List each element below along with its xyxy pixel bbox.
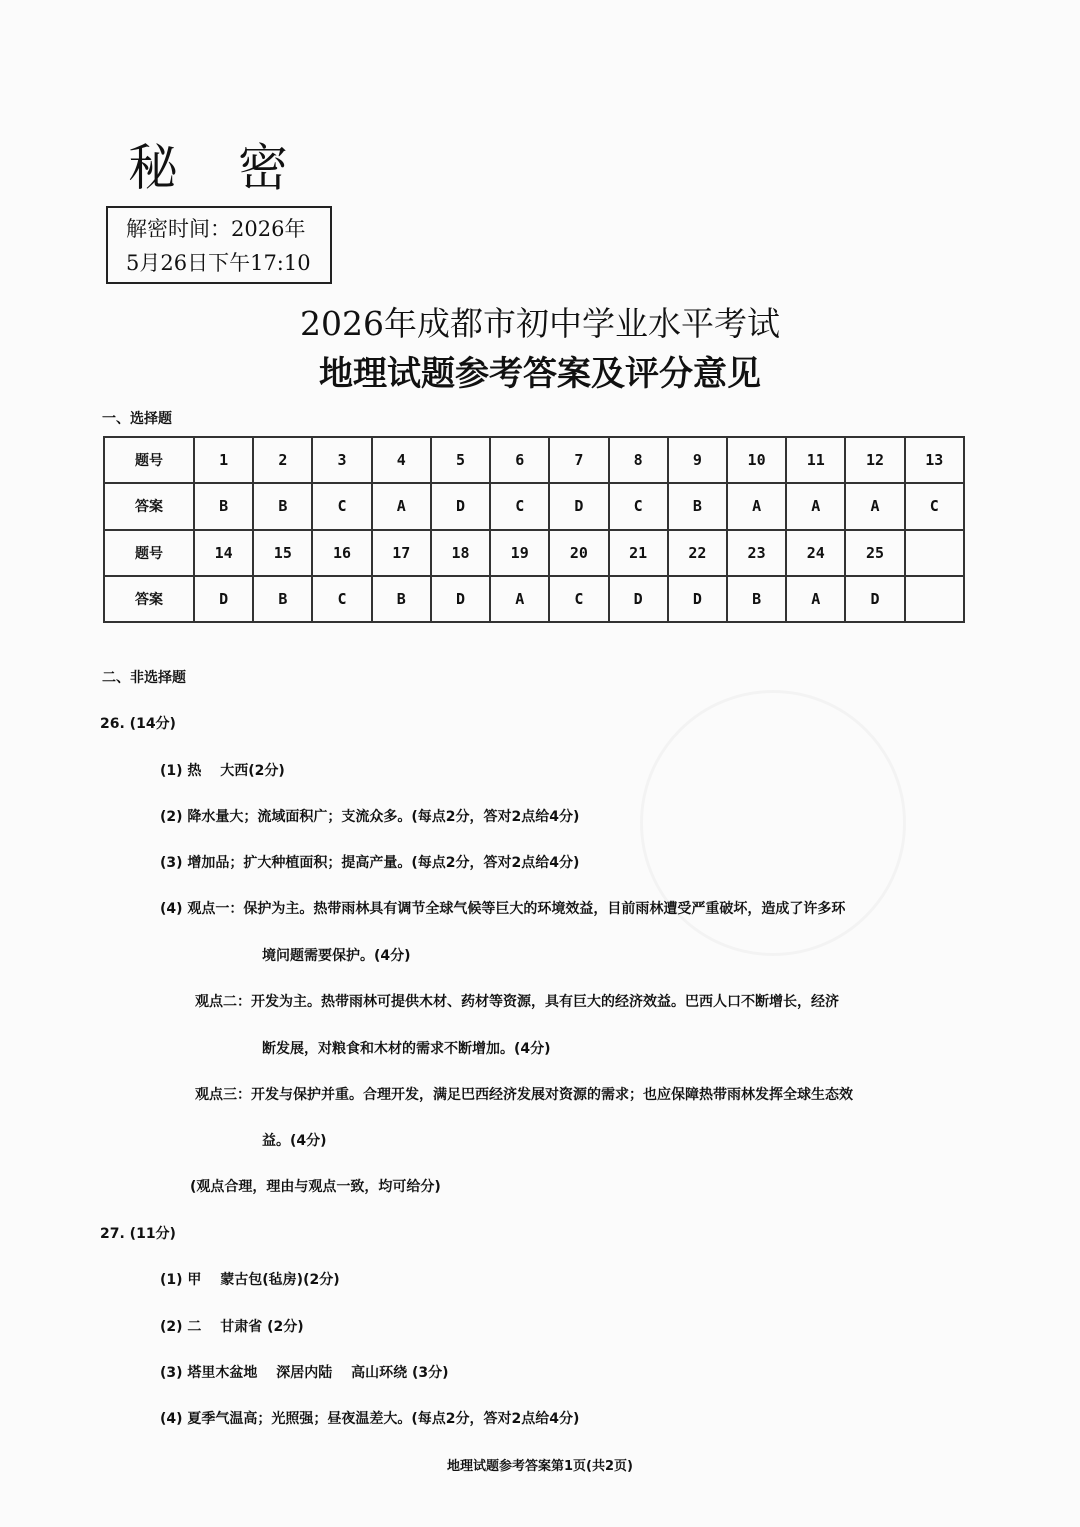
table-cell: C [549, 576, 608, 622]
table-cell: 18 [431, 530, 490, 576]
table-cell: A [845, 483, 904, 529]
table-row [104, 576, 964, 622]
table-cell: 1 [194, 437, 253, 483]
page-title: 2026年成都市初中学业水平考试 [300, 304, 780, 343]
table-cell: 24 [786, 530, 845, 576]
table-cell: A [786, 576, 845, 622]
declassify-line1: 解密时间：2026年 [126, 217, 306, 241]
row-label: 答案 [104, 576, 194, 622]
q26-answer-4-view2-cont: 断发展，对粮食和木材的需求不断增加。(4分) [262, 1041, 551, 1057]
table-cell: C [312, 483, 371, 529]
table-cell: A [727, 483, 786, 529]
table-cell: B [194, 483, 253, 529]
q26-answer-4-view1: (4) 观点一：保护为主。热带雨林具有调节全球气候等巨大的环境效益，目前雨林遭受严重破坏，造成了许多环 [160, 901, 846, 917]
table-cell: 8 [609, 437, 668, 483]
page-footer: 地理试题参考答案第1页(共2页) [447, 1459, 633, 1474]
q27-answer-3: (3) 塔里木盆地 深居内陆 高山环绕 (3分) [160, 1365, 449, 1381]
table-cell: A [372, 483, 431, 529]
q27-answer-2: (2) 二 甘肃省 (2分) [160, 1319, 304, 1335]
q27-title: 27. (11分) [100, 1226, 176, 1242]
table-cell: B [668, 483, 727, 529]
table-cell: 22 [668, 530, 727, 576]
table-cell: D [845, 576, 904, 622]
table-cell: A [490, 576, 549, 622]
q26-answer-4-view3: 观点三：开发与保护并重。合理开发，满足巴西经济发展对资源的需求；也应保障热带雨林发挥全球生态效 [195, 1087, 853, 1103]
table-cell: C [905, 483, 964, 529]
table-cell: C [312, 576, 371, 622]
table-cell: D [549, 483, 608, 529]
table-cell: A [786, 483, 845, 529]
table-cell: 5 [431, 437, 490, 483]
table-cell: 16 [312, 530, 371, 576]
declassify-line2: 5月26日下午17:10 [126, 251, 311, 275]
table-cell [905, 576, 964, 622]
table-row [104, 483, 964, 529]
table-cell: 10 [727, 437, 786, 483]
secret-label: 秘密 [128, 139, 348, 197]
table-cell: 12 [845, 437, 904, 483]
table-cell: 9 [668, 437, 727, 483]
q26-answer-4-view2: 观点二：开发为主。热带雨林可提供木材、药材等资源，具有巨大的经济效益。巴西人口不断增长，经济 [195, 994, 839, 1010]
table-cell: 14 [194, 530, 253, 576]
table-cell: 4 [372, 437, 431, 483]
table-cell: 21 [609, 530, 668, 576]
page-subtitle: 地理试题参考答案及评分意见 [319, 354, 761, 394]
table-cell: 2 [253, 437, 312, 483]
table-cell: D [194, 576, 253, 622]
row-label: 题号 [104, 530, 194, 576]
table-cell: 11 [786, 437, 845, 483]
section1-heading: 一、选择题 [102, 411, 172, 427]
q27-answer-4: (4) 夏季气温高；光照强；昼夜温差大。(每点2分，答对2点给4分) [160, 1411, 580, 1427]
section2-heading: 二、非选择题 [102, 670, 186, 686]
row-label: 题号 [104, 437, 194, 483]
q26-answer-4-view1-cont: 境问题需要保护。(4分) [262, 948, 411, 964]
table-row [104, 530, 964, 576]
table-cell [905, 530, 964, 576]
declassify-box [106, 206, 332, 284]
table-cell: 7 [549, 437, 608, 483]
table-cell: 13 [905, 437, 964, 483]
row-label: 答案 [104, 483, 194, 529]
table-cell: D [609, 576, 668, 622]
table-cell: 15 [253, 530, 312, 576]
table-cell: 17 [372, 530, 431, 576]
q26-answer-4-view3-cont: 益。(4分) [262, 1133, 327, 1149]
q26-title: 26. (14分) [100, 716, 176, 732]
table-cell: B [253, 483, 312, 529]
table-cell: D [431, 483, 490, 529]
table-cell: D [431, 576, 490, 622]
answer-table [103, 436, 965, 623]
table-row [104, 437, 964, 483]
table-cell: C [609, 483, 668, 529]
q27-answer-1: (1) 甲 蒙古包(毡房)(2分) [160, 1272, 340, 1288]
table-cell: 23 [727, 530, 786, 576]
q26-scoring-note: (观点合理，理由与观点一致，均可给分) [190, 1179, 441, 1195]
q26-answer-3: (3) 增加品；扩大种植面积；提高产量。(每点2分，答对2点给4分) [160, 855, 580, 871]
table-cell: B [372, 576, 431, 622]
table-cell: C [490, 483, 549, 529]
table-cell: 19 [490, 530, 549, 576]
table-cell: B [253, 576, 312, 622]
table-cell: 6 [490, 437, 549, 483]
table-cell: 25 [845, 530, 904, 576]
table-cell: B [727, 576, 786, 622]
table-cell: D [668, 576, 727, 622]
q26-answer-1: (1) 热 大西(2分) [160, 763, 285, 779]
table-cell: 20 [549, 530, 608, 576]
q26-answer-2: (2) 降水量大；流域面积广；支流众多。(每点2分，答对2点给4分) [160, 809, 580, 825]
table-cell: 3 [312, 437, 371, 483]
